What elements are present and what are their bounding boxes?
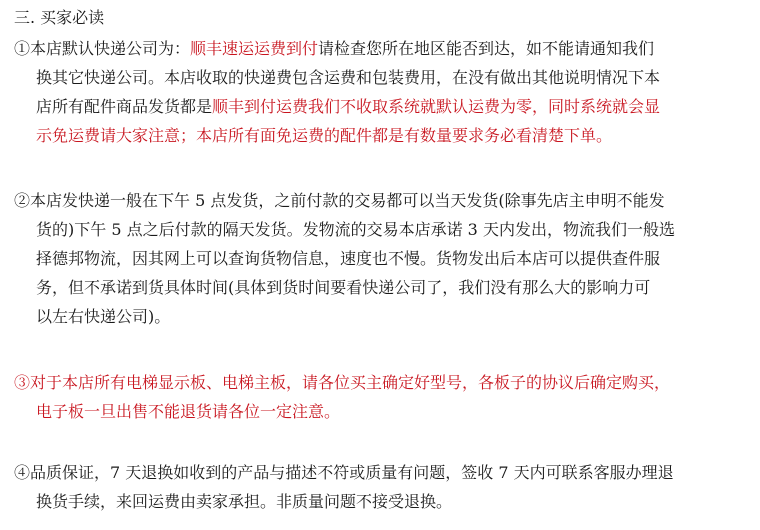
notice-elevator-boards xyxy=(14,368,749,426)
circled-number-2: ② xyxy=(14,191,31,210)
notice-2-line-4: 务，但不承诺到货具体时间(具体到货时间要看快递公司了，我们没有那么大的影响力可 xyxy=(36,278,651,297)
notice-3-line-2: 电子板一旦出售不能退货请各位一定注意。 xyxy=(36,402,341,421)
notice-1-text-c: 请检查您所在地区能否到达，如不能请通知我们 xyxy=(318,39,655,58)
notice-shipping-company xyxy=(14,34,749,150)
notice-2-line-1 xyxy=(14,186,749,215)
circled-number-4: ④ xyxy=(14,463,31,482)
circled-number-1: ① xyxy=(14,39,31,58)
section-heading: 三. 买家必读 xyxy=(14,8,105,27)
notice-2-line-5: 以左右快递公司)。 xyxy=(36,307,171,326)
notice-4-line-1 xyxy=(14,458,749,487)
notice-2-line-3: 择德邦物流，因其网上可以查询货物信息，速度也不慢。货物发出后本店可以提供查件服 xyxy=(36,249,661,268)
notice-4-text-1: 品质保证，7 天退换如收到的产品与描述不符或质量有问题，签收 7 天内可联系客服办理退 xyxy=(30,463,674,482)
notice-1-line-2: 换其它快递公司。本店收取的快递费包含运费和包装费用，在没有做出其他说明情况下本 xyxy=(36,68,661,87)
notice-2-line-2: 货的)下午 5 点之后付款的隔天发货。发物流的交易本店承诺 3 天内发出，物流我们一般选 xyxy=(36,220,675,239)
notice-1-line-4: 示免运费请大家注意；本店所有面免运费的配件都是有数量要求务必看清楚下单。 xyxy=(36,126,613,145)
circled-number-3: ③ xyxy=(14,373,31,392)
notice-1-text-d: 店所有配件商品发货都是 xyxy=(36,97,213,116)
notice-dispatch-time xyxy=(14,186,749,331)
notice-1-line-1 xyxy=(14,34,749,63)
notice-4-line-2: 换货手续，来回运费由卖家承担。非质量问题不接受退换。 xyxy=(36,492,453,511)
notice-quality-guarantee xyxy=(14,458,749,516)
notice-1-highlight-freight: 顺丰到付运费我们不收取系统就默认运费为零，同时系统就会显 xyxy=(212,97,661,116)
notice-1-line-3 xyxy=(14,92,749,121)
notice-1-highlight-courier: 顺丰速运运费到付 xyxy=(190,39,319,58)
notice-2-text-1: 本店发快递一般在下午 5 点发货，之前付款的交易都可以当天发货(除事先店主申明不能发 xyxy=(30,191,665,210)
notice-3-line-1 xyxy=(14,368,749,397)
notice-1-text-a: 本店默认快递公司为： xyxy=(30,39,191,58)
notice-3-text-1: 对于本店所有电梯显示板、电梯主板，请各位买主确定好型号，各板子的协议后确定购买， xyxy=(30,373,671,392)
